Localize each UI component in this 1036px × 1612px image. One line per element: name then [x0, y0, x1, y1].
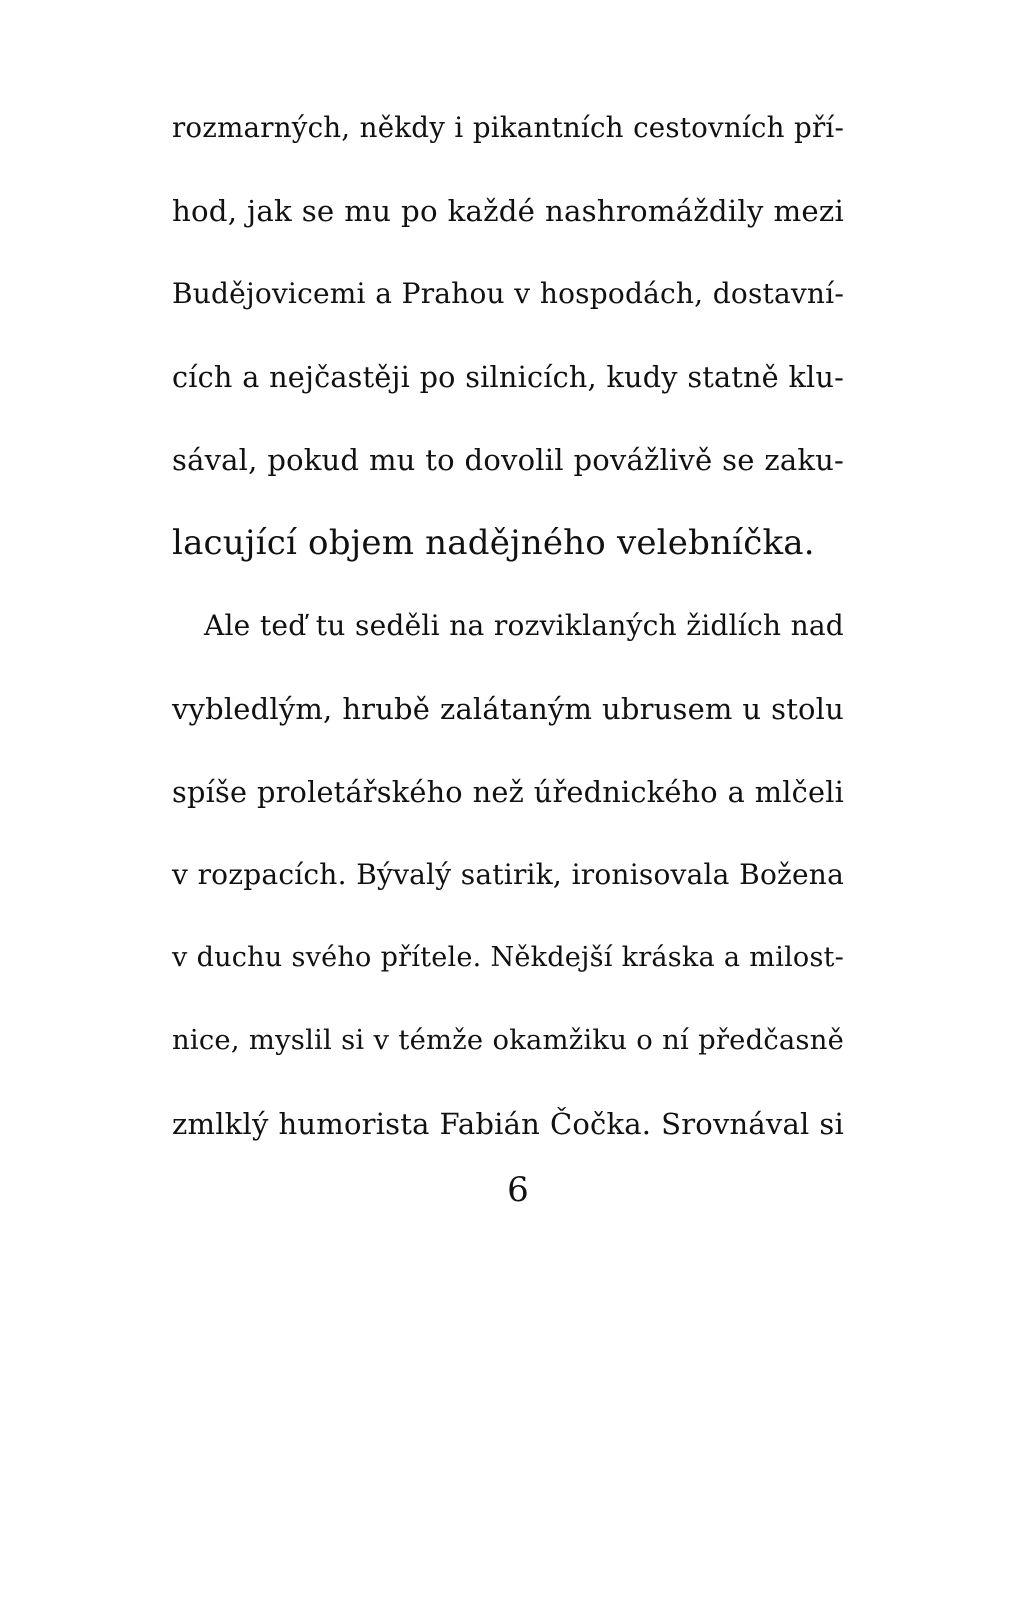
body-text [172, 110, 844, 1142]
text-line: lacující objem nadějného velebníčka. [172, 523, 815, 563]
text-line: spíše proletářského než úřednického a mlčeli [172, 775, 844, 809]
text-line: Ale teď tu seděli na rozviklaných židlích nad [204, 609, 844, 642]
text-line: rozmarných, někdy i pikantních cestovních pří- [172, 111, 844, 144]
text-line: v rozpacích. Bývalý satirik, ironisovala Božena [172, 858, 844, 891]
text-line: zmlklý humorista Fabián Čočka. Srovnával si [172, 1107, 844, 1141]
text-line: Budějovicemi a Prahou v hospodách, dostavní- [172, 277, 844, 310]
text-line: vybledlým, hrubě zalátaným ubrusem u stolu [172, 692, 844, 726]
page-number: 6 [507, 1170, 529, 1210]
text-line: nice, myslil si v témže okamžiku o ní předčasně [172, 1025, 844, 1056]
text-line: v duchu svého přítele. Někdejší kráska a milost- [172, 942, 844, 973]
text-line: sával, pokud mu to dovolil povážlivě se zaku- [172, 443, 844, 477]
text-line: cích a nejčastěji po silnicích, kudy statně klu- [172, 360, 844, 394]
text-line: hod, jak se mu po každé nashromáždily mezi [172, 194, 844, 228]
